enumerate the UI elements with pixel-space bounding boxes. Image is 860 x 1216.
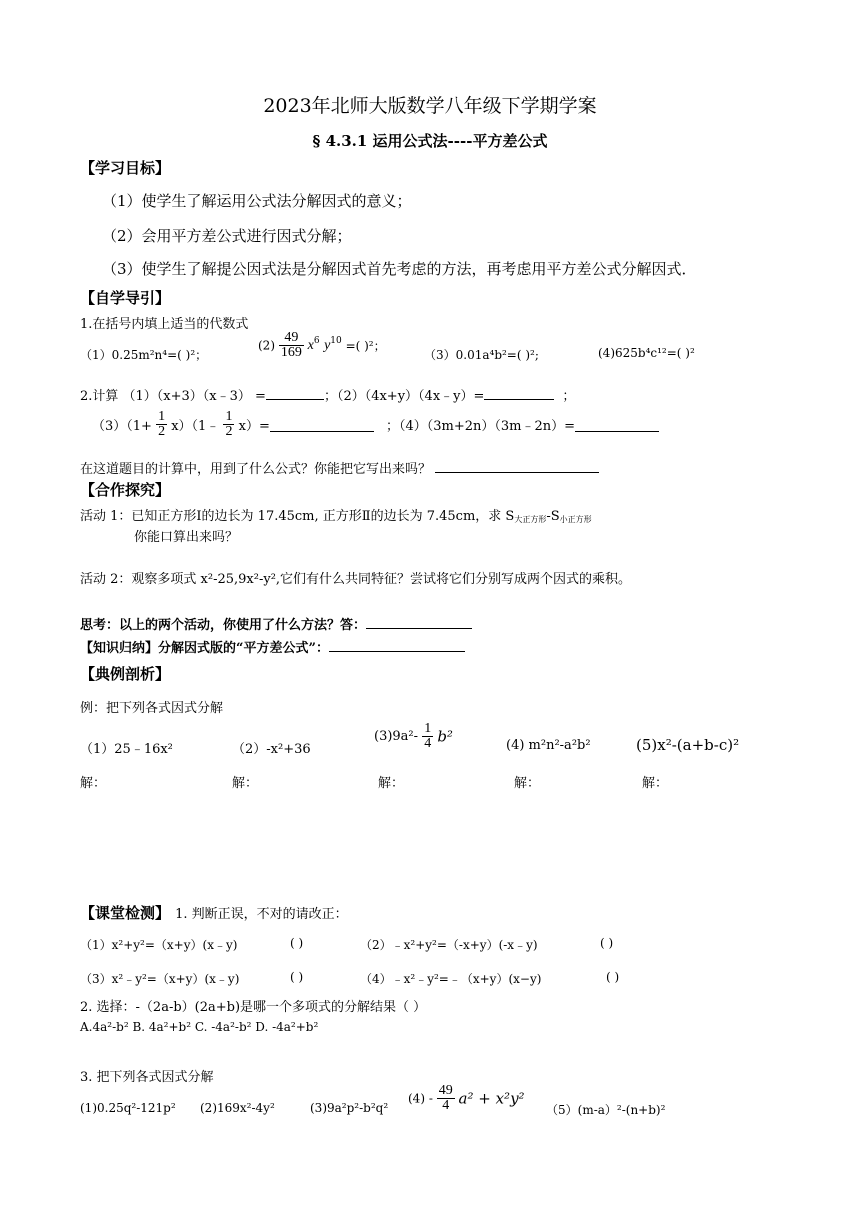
q1-part-3: （3）0.01a⁴b²=( )²; <box>424 348 539 362</box>
goal-item-2: （2）会用平方差公式进行因式分解； <box>102 227 352 245</box>
goal-item-1: （1）使学生了解运用公式法分解因式的意义； <box>102 192 412 210</box>
solution-label: 解： <box>232 776 259 791</box>
guide-heading: 【自学导引】 <box>80 289 171 307</box>
q1-part-1: （1）0.25m²n⁴=( )²； <box>80 348 208 362</box>
example-5: (5)x²-(a+b-c)² <box>636 736 740 754</box>
activity-1-text: 活动 1：已知正方形Ⅰ的边长为 17.45cm, 正方形Ⅱ的边长为 7.45cm，求 S <box>80 509 515 524</box>
factor-problem-5: （5）(m-a）²-(n+b)² <box>546 1103 666 1117</box>
guide-question-formula <box>80 458 599 477</box>
fraction-numerator: 1 <box>225 409 233 424</box>
check-heading: 【课堂检测】 <box>80 904 171 922</box>
example-1: （1）25﹣16x² <box>80 742 173 757</box>
think-text: 思考：以上的两个活动，你使用了什么方法？答： <box>80 618 367 633</box>
activity-2: 活动 2：观察多项式 x²-25,9x²-y²,它们有什么共同特征？尝试将它们分别写成两个因式的乘积。 <box>80 572 632 587</box>
activity-1-sub-large: 大正方形 <box>514 515 547 524</box>
activity-1-question: 你能口算出来吗？ <box>134 530 239 545</box>
solution-label: 解： <box>514 776 541 791</box>
guide-question-2-row-2 <box>92 410 659 439</box>
formula-question: 在这道题目的计算中，用到了什么公式？你能把它写出来吗？ <box>80 462 432 477</box>
q1-part-2 <box>258 331 386 360</box>
judge-3: （3）x²﹣y²=（x+y）(x﹣y) <box>80 972 240 986</box>
factor-problem-2: (2)169x²-4y² <box>200 1101 275 1115</box>
q1-part-2-label: (2) <box>258 338 275 353</box>
check-question-2: 2. 选择：-（2a-b）(2a+b)是哪一个多项式的分解结果（ ） <box>80 1000 427 1015</box>
goal-item-3: （3）使学生了解提公因式法是分解因式首先考虑的方法，再考虑用平方差公式分解因式． <box>102 260 697 278</box>
q1-part-4: (4)625b⁴c¹²=( )² <box>598 346 695 360</box>
example-3-pre: (3)9a²- <box>374 729 419 744</box>
answer-blank[interactable] <box>366 614 472 629</box>
knowledge-summary <box>80 637 465 656</box>
q2-3-post: x）= <box>238 419 270 434</box>
judge-3-answer[interactable]: ( ) <box>290 970 304 984</box>
fraction-denominator: 4 <box>424 736 432 751</box>
answer-blank[interactable] <box>266 385 324 400</box>
check-question-3: 3. 把下列各式因式分解 <box>80 1070 214 1085</box>
activity-1 <box>80 505 592 524</box>
fraction-49-169 <box>279 331 304 360</box>
fraction-numerator: 1 <box>158 409 166 424</box>
fraction-denominator: 169 <box>280 345 302 360</box>
answer-blank[interactable] <box>575 417 659 432</box>
answer-blank[interactable] <box>484 385 554 400</box>
factor-problem-1: (1)0.25q²-121p² <box>80 1101 176 1115</box>
goals-heading: 【学习目标】 <box>80 159 171 177</box>
factor-problem-3: (3)9a²p²-b²q² <box>310 1101 389 1115</box>
summary-text: 【知识归纳】分解因式版的“平方差公式”： <box>80 641 329 656</box>
page-title: 2023年北师大版数学八年级下学期学案 <box>263 95 597 117</box>
judge-1: （1）x²+y²=（x+y）(x﹣y) <box>80 938 238 952</box>
example-3 <box>374 722 453 751</box>
q2-part-3: ； <box>562 389 576 404</box>
explore-heading: 【合作探究】 <box>80 481 171 499</box>
activity-1-sub-small: 小正方形 <box>559 515 592 524</box>
q2-4: ；（4）（3m+2n）（3m﹣2n）= <box>385 419 576 434</box>
solution-label: 解： <box>80 776 107 791</box>
solution-label: 解： <box>378 776 405 791</box>
fraction-denominator: 2 <box>158 424 166 439</box>
fraction-numerator: 49 <box>279 331 304 346</box>
fraction-numerator: 49 <box>438 1083 453 1098</box>
q2-part-1: 2.计算 （1）（x+3）（x﹣3） = <box>80 389 266 404</box>
examples-intro: 例：把下列各式因式分解 <box>80 701 224 716</box>
example-4: (4) m²n²-a²b² <box>506 738 591 753</box>
judge-2: （2）﹣x²+y²=（-x+y）(-x﹣y) <box>360 938 538 952</box>
solution-label: 解： <box>642 776 669 791</box>
judge-2-answer[interactable]: ( ) <box>600 936 614 950</box>
check-title-row <box>80 902 348 923</box>
answer-blank[interactable] <box>435 458 599 473</box>
fraction-half <box>223 410 234 439</box>
judge-4: （4）﹣x²﹣y²=﹣（x+y）(x−y) <box>360 972 542 986</box>
page-subtitle: § 4.3.1 运用公式法----平方差公式 <box>312 132 548 150</box>
guide-question-1: 1.在括号内填上适当的代数式 <box>80 317 249 332</box>
fraction-quarter <box>422 722 433 751</box>
fraction-numerator: 1 <box>424 721 432 736</box>
q2-3-pre: （3）（1+ <box>92 419 152 434</box>
fraction-49-4 <box>437 1084 455 1113</box>
q1-part-2-vars: $x^6$ $y^{10}$ <box>307 336 342 353</box>
activity-1-minus: -S <box>546 509 560 524</box>
problem-4-post: a² + x²y² <box>458 1089 525 1108</box>
example-3-post: b² <box>437 727 453 746</box>
judge-4-answer[interactable]: ( ) <box>606 970 620 984</box>
q2-3-mid: x）（1﹣ <box>171 419 220 434</box>
example-2: （2）-x²+36 <box>232 742 311 757</box>
factor-problem-4 <box>408 1084 525 1113</box>
think-prompt <box>80 614 472 633</box>
check-question-1: 1. 判断正误，不对的请改正： <box>175 907 348 922</box>
answer-blank[interactable] <box>329 637 465 652</box>
guide-question-2 <box>80 385 575 404</box>
judge-1-answer[interactable]: ( ) <box>290 936 304 950</box>
fraction-half <box>156 410 167 439</box>
problem-4-pre: (4) - <box>408 1091 433 1106</box>
q2-part-2: ；（2）（4x+y）（4x﹣y）= <box>323 389 485 404</box>
fraction-denominator: 4 <box>442 1098 450 1113</box>
choice-options: A.4a²-b² B. 4a²+b² C. -4a²-b² D. -4a²+b² <box>80 1020 319 1034</box>
examples-heading: 【典例剖析】 <box>80 665 171 683</box>
answer-blank[interactable] <box>270 417 374 432</box>
q1-part-2-rest: =( )²； <box>345 339 386 353</box>
fraction-denominator: 2 <box>225 424 233 439</box>
